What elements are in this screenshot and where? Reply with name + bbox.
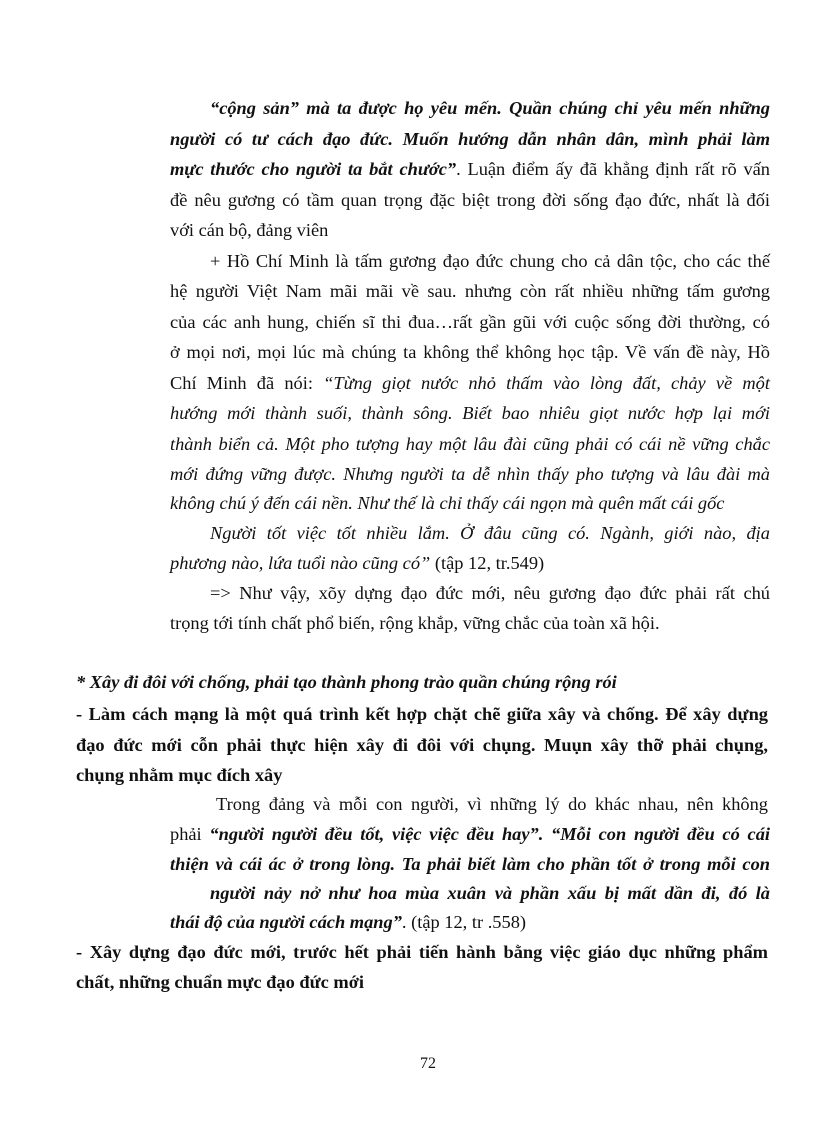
page-number: 72 [420,1055,436,1072]
text-line [170,155,770,183]
text-line: “cộng sản” mà ta được họ yêu mến. Quần chúng chỉ yêu mến những [210,98,770,118]
section-heading: * Xây đi đôi với chống, phải tạo thành phong trào quần chúng rộng rói [76,672,617,692]
text-line: => Như vậy, xõy dựng đạo đức mới, nêu gương đạo đức phải rất chú [210,583,770,603]
text-span: . Luận điểm ấy đã khẳng định rất rõ vấn [456,159,770,179]
text-line: đề nêu gương có tầm quan trọng đặc biệt trong đời sống đạo đức, nhất là đối [170,190,770,210]
text-line: người có tư cách đạo đức. Muốn hướng dẫn nhân dân, mình phải làm [170,129,770,149]
text-line: + Hồ Chí Minh là tấm gương đạo đức chung cho cả dân tộc, cho các thế [210,251,770,271]
text-line: thành biển cả. Một pho tượng hay một lâu đài cũng phải có cái nề vững chắc [170,434,770,454]
text-line: Trong đảng và mỗi con người, vì những lý do khác nhau, nên không [216,794,768,814]
quote-text: “người người đều tốt, việc việc đều hay”. “Mỗi con người đều có cái [209,824,770,844]
text-line: chụng nhằm mục đích xây [76,765,283,785]
text-line [170,549,544,577]
text-line: của các anh hung, chiến sĩ thi đua…rất gần gũi với cuộc sống đời thường, có [170,312,770,332]
citation: . (tập 12, tr .558) [401,912,527,932]
text-line: với cán bộ, đảng viên [170,220,329,240]
text-line [170,908,526,936]
text-line: không chú ý đến cái nền. Như thế là chỉ thấy cái ngọn mà quên mất cái gốc [170,493,725,513]
text-line: chất, những chuẩn mực đạo đức mới [76,972,365,992]
text-span: phải [170,824,210,844]
text-line [170,820,770,848]
quote-text: thái độ của người cách mạng” [170,912,402,932]
quote-text: “Từng giọt nước nhỏ thấm vào lòng đất, chảy về một [323,373,770,393]
quote-text: mực thước cho người ta bắt chước” [170,159,457,179]
text-line: - Xây dựng đạo đức mới, trước hết phải tiến hành bằng việc giáo dục những phẩm [76,942,768,962]
text-line [170,369,770,397]
text-line: ở mọi nơi, mọi lúc mà chúng ta không thể không học tập. Về vấn đề này, Hồ [170,342,770,362]
text-line: thiện và cái ác ở trong lòng. Ta phải biết làm cho phần tốt ở trong mỗi con [170,854,770,874]
quote-text: phương nào, lứa tuổi nào cũng có” [170,553,431,573]
text-line: mới đứng vững được. Nhưng người ta dễ nhìn thấy pho tượng và lâu đài mà [170,464,770,484]
text-line: - Làm cách mạng là một quá trình kết hợp chặt chẽ giữa xây và chống. Để xây dựng [76,704,768,724]
text-span: Chí Minh đã nói: [170,373,324,393]
text-line: hướng mới thành suối, thành sông. Biết bao nhiêu giọt nước hợp lại mới [170,403,770,423]
citation: (tập 12, tr.549) [430,553,545,573]
text-line: trọng tới tính chất phổ biến, rộng khắp, vững chắc của toàn xã hội. [170,613,660,633]
text-line: Người tốt việc tốt nhiều lắm. Ở đâu cũng có. Ngành, giới nào, địa [210,523,770,543]
text-line: hệ người Việt Nam mãi mãi về sau. nhưng còn rất nhiều những tấm gương [170,281,770,301]
text-line: đạo đức mới cỗn phải thực hiện xây đi đôi với chụng. Muụn xây thỡ phải chụng, [76,735,768,755]
text-line: người nảy nở như hoa mùa xuân và phần xấu bị mất dần đi, đó là [210,883,770,903]
